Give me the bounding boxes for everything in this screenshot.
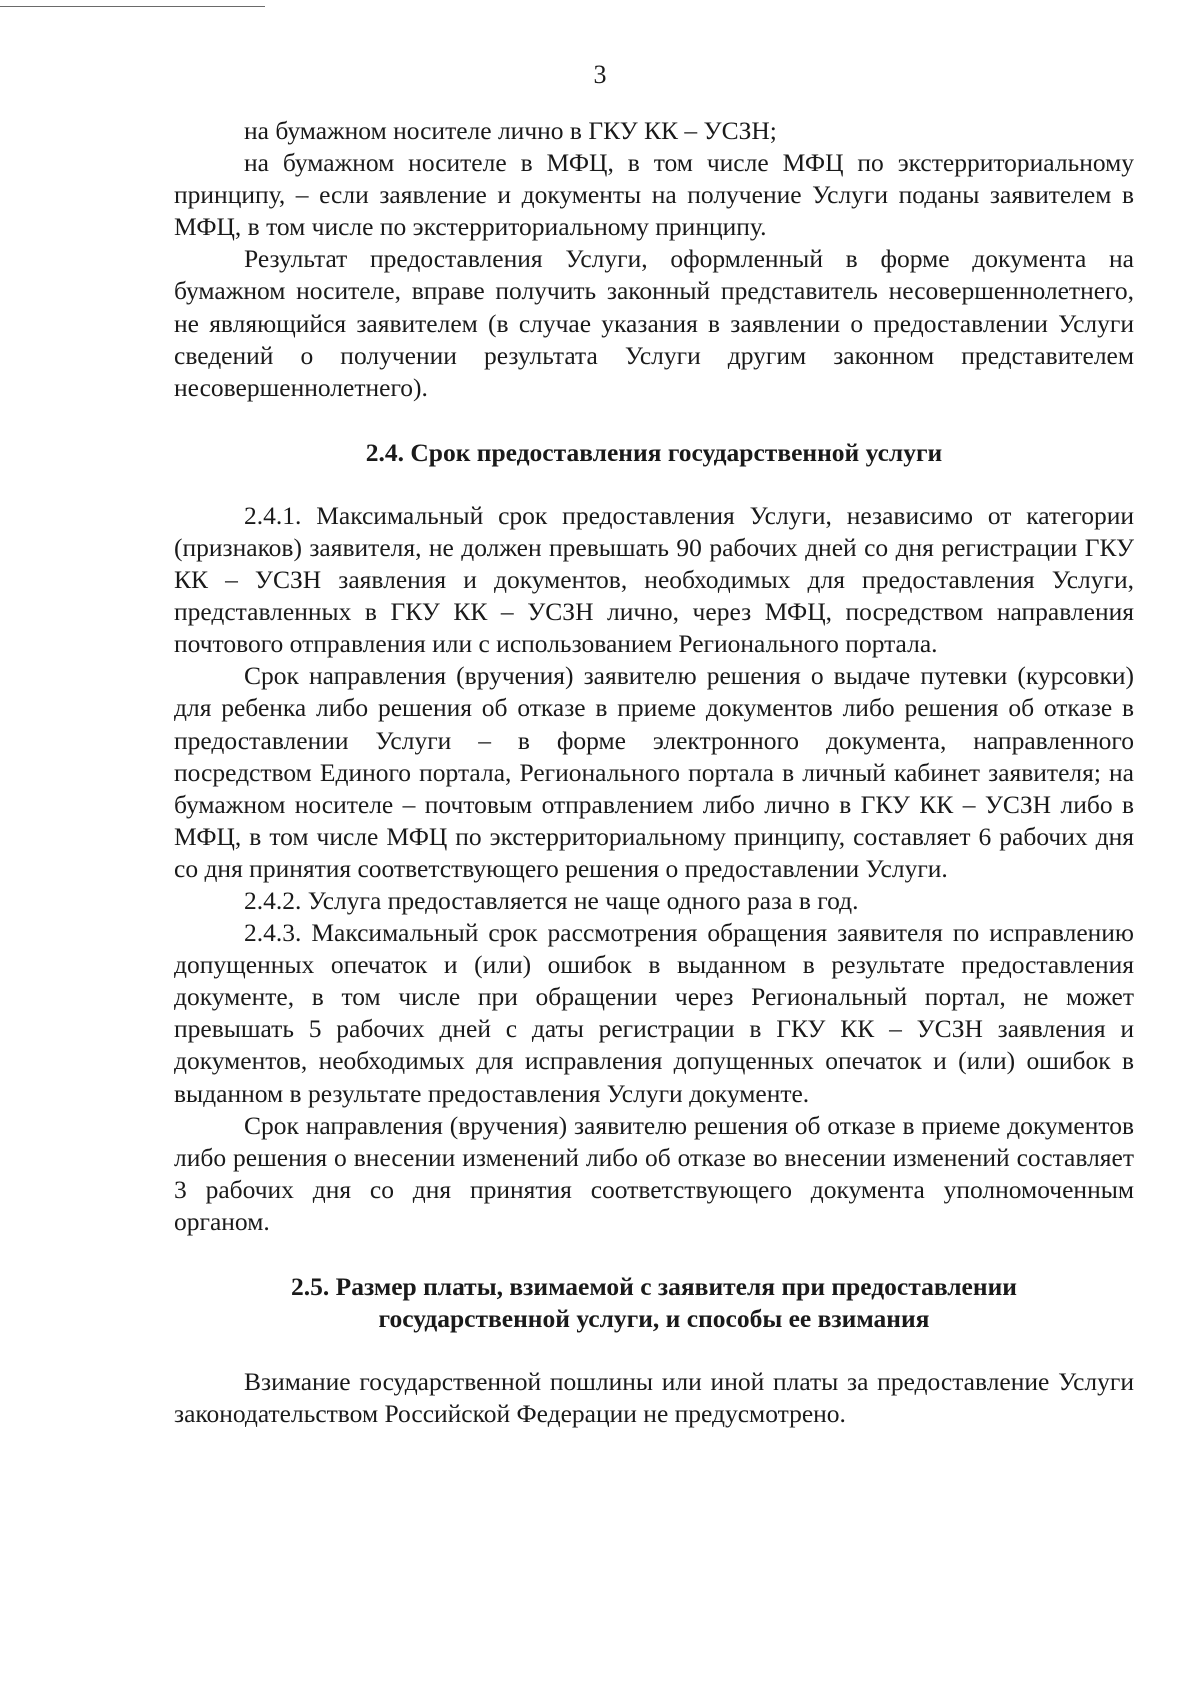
- section-heading-2-5: [174, 1271, 1134, 1335]
- paragraph: на бумажном носителе в МФЦ, в том числе МФЦ по экстерриториальному принципу, – если заявление и документы на получение Услуги поданы заявителем в МФЦ, в том числе по экстерриториальному принципу.: [174, 148, 1134, 242]
- scan-edge-line: [0, 6, 265, 7]
- paragraph: Результат предоставления Услуги, оформленный в форме документа на бумажном носителе, вправе получить законный представитель несовершеннолетнего, не являющийся заявителем (в случае указания в заявлении о предоставлении Услуги сведений о получении результата Услуги другим законном представителем несовершеннолетнего).: [174, 244, 1134, 402]
- section-heading-2-4: 2.4. Срок предоставления государственной услуги: [365, 437, 943, 467]
- paragraph: Срок направления (вручения) заявителю решения об отказе в приеме документов либо решения о внесении изменений либо об отказе во внесении изменений составляет 3 рабочих дня со дня принятия соответствующего документа уполномоченным органом.: [174, 1110, 1134, 1236]
- paragraph: 2.4.3. Максимальный срок рассмотрения обращения заявителя по исправлению допущенных опечаток и (или) ошибок в выданном в результате предоставления документе, в том числе при обращении через Региональный портал, не может превышать 5 рабочих дней с даты регистрации в ГКУ КК – УСЗН заявления и документов, необходимых для исправления допущенных опечаток и (или) ошибок в выданном в результате предоставления Услуги документе.: [174, 918, 1134, 1108]
- section-2-5-body: [174, 1366, 1134, 1430]
- heading-line: государственной услуги, и способы ее взимания: [378, 1304, 930, 1333]
- document-page: [174, 115, 1134, 1430]
- paragraph: 2.4.1. Максимальный срок предоставления Услуги, независимо от категории (признаков) заявителя, не должен превышать 90 рабочих дней со дня регистрации ГКУ КК – УСЗН заявления и документов, необходимых для предоставления Услуги, представленных в ГКУ КК – УСЗН лично, через МФЦ, посредством направления почтового отправления или с использованием Регионального портала.: [174, 500, 1134, 659]
- intro-block: [174, 115, 1134, 404]
- section-2-4-body: [174, 500, 1134, 1238]
- paragraph: 2.4.2. Услуга предоставляется не чаще одного раза в год.: [244, 885, 859, 915]
- paragraph: Срок направления (вручения) заявителю решения о выдаче путевки (курсовки) для ребенка либо решения об отказе в приеме документов либо решения об отказе в предоставлении Услуги – в форме электронного документа, направленного посредством Единого портала, Регионального портала в личный кабинет заявителя; на бумажном носителе – почтовым отправлением либо лично в ГКУ КК – УСЗН либо в МФЦ, в том числе МФЦ по экстерриториальному принципу, составляет 6 рабочих дня со дня принятия соответствующего решения о предоставлении Услуги.: [174, 661, 1134, 883]
- paragraph: Взимание государственной пошлины или иной платы за предоставление Услуги законодательством Российской Федерации не предусмотрено.: [174, 1367, 1134, 1429]
- paragraph: на бумажном носителе лично в ГКУ КК – УСЗН;: [244, 116, 777, 145]
- page-number: 3: [593, 60, 607, 89]
- heading-line: 2.5. Размер платы, взимаемой с заявителя при предоставлении: [291, 1272, 1017, 1301]
